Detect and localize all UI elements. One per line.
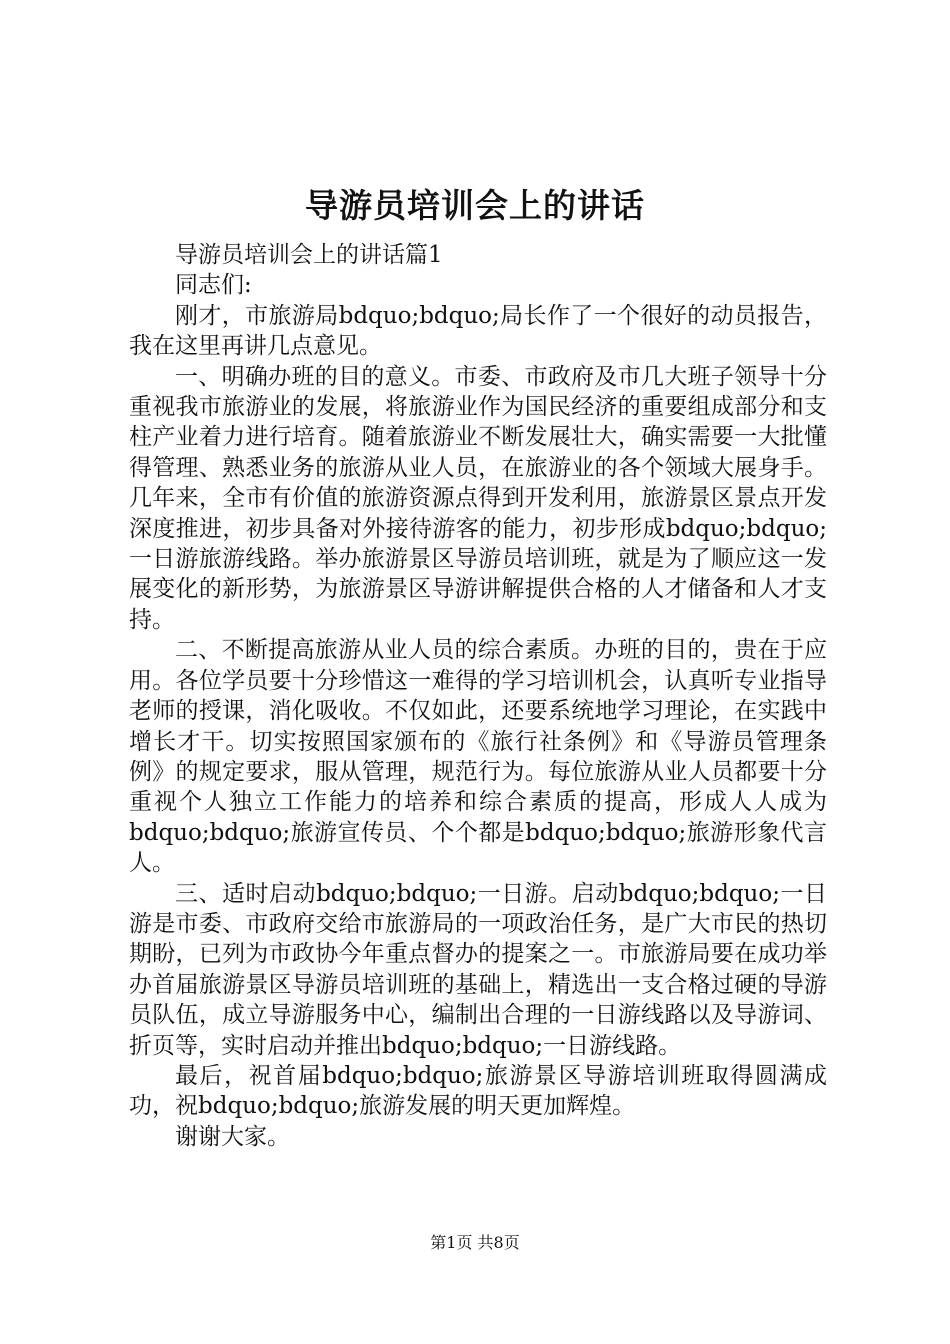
- paragraph: 二、不断提高旅游从业人员的综合素质。办班的目的，贵在于应用。各位学员要十分珍惜这一难得的学习培训机会，认真听专业指导老师的授课，消化吸收。不仅如此，还要系统地学习理论，在实践中增长才干。切实按照国家颁布的《旅行社条例》和《导游员管理条例》的规定要求，服从管理，规范行为。每位旅游从业人员都要十分重视个人独立工作能力的培养和综合素质的提高，形成人人成为bdquo;bdquo;旅游宣传员、个个都是bdquo;bdquo;旅游形象代言人。: [129, 637, 827, 877]
- document-body: [129, 240, 827, 1152]
- paragraph: 最后，祝首届bdquo;bdquo;旅游景区导游培训班取得圆满成功，祝bdquo;bdquo;旅游发展的明天更加辉煌。: [129, 1062, 827, 1120]
- paragraph-heading: 导游员培训会上的讲话篇1: [175, 242, 443, 268]
- paragraph-salutation: 同志们:: [175, 272, 252, 299]
- paragraph: 三、适时启动bdquo;bdquo;一日游。启动bdquo;bdquo;一日游是市委、市政府交给市旅游局的一项政治任务，是广大市民的热切期盼，已列为市政协今年重点督办的提案之一。市旅游局要在成功举办首届旅游景区导游员培训班的基础上，精选出一支合格过硬的导游员队伍，成立导游服务中心，编制出合理的一日游线路以及导游词、折页等，实时启动并推出bdquo;bdquo;一日游线路。: [129, 880, 827, 1059]
- paragraph: 刚才，市旅游局bdquo;bdquo;局长作了一个很好的动员报告，我在这里再讲几点意见。: [129, 302, 827, 360]
- document-title: 导游员培训会上的讲话: [305, 186, 645, 225]
- paragraph: 一、明确办班的目的意义。市委、市政府及市几大班子领导十分重视我市旅游业的发展，将旅游业作为国民经济的重要组成部分和支柱产业着力进行培育。随着旅游业不断发展壮大，确实需要一大批懂得管理、熟悉业务的旅游从业人员，在旅游业的各个领域大展身手。几年来，全市有价值的旅游资源点得到开发利用，旅游景区景点开发深度推进，初步具备对外接待游客的能力，初步形成bdquo;bdquo;一日游旅游线路。举办旅游景区导游员培训班，就是为了顺应这一发展变化的新形势，为旅游景区导游讲解提供合格的人才储备和人才支持。: [129, 363, 827, 633]
- page-number: 第1页 共8页: [430, 1233, 520, 1252]
- paragraph-closing: 谢谢大家。: [175, 1123, 290, 1150]
